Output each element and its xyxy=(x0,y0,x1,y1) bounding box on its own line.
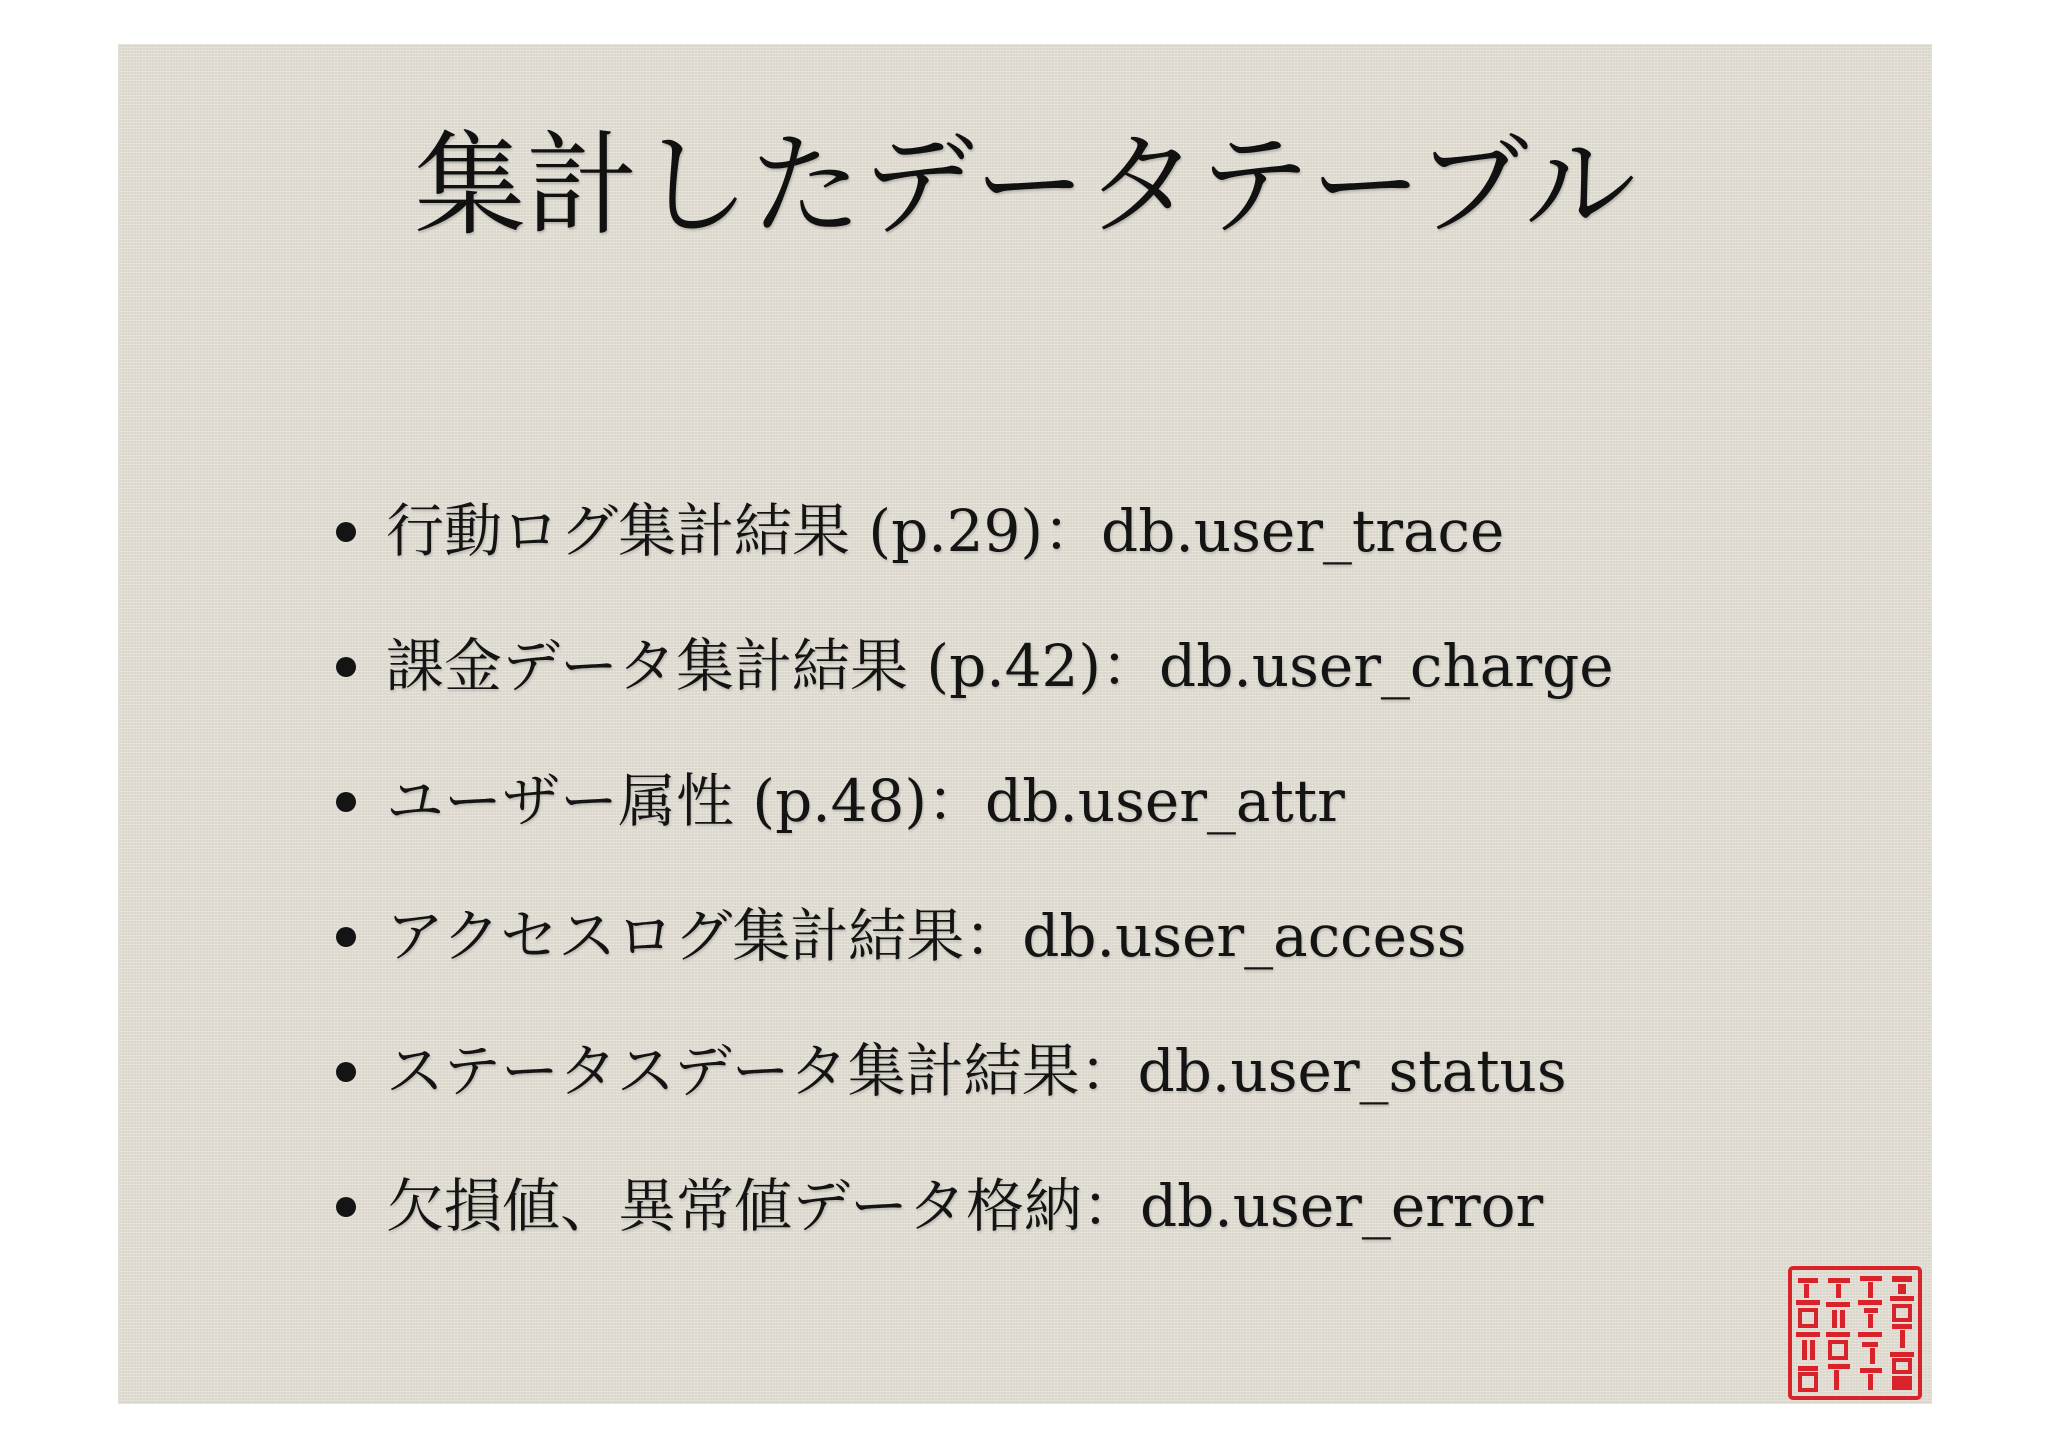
bullet-item-trace xyxy=(332,464,1614,599)
bullet-dot-icon xyxy=(336,792,356,812)
slide-title: 集計したデータテーブル xyxy=(414,121,1636,251)
bullet-text: 課金データ集計結果 (p.42)：db.user_charge xyxy=(386,632,1614,700)
bullet-text: アクセスログ集計結果：db.user_access xyxy=(386,902,1467,970)
bullet-dot-icon xyxy=(336,1062,356,1082)
bullet-dot-icon xyxy=(336,1197,356,1217)
bullet-item-error xyxy=(332,1139,1614,1274)
bullet-text: 行動ログ集計結果 (p.29)：db.user_trace xyxy=(386,497,1505,565)
bullet-dot-icon xyxy=(336,927,356,947)
bullet-text: ステータスデータ集計結果：db.user_status xyxy=(386,1037,1567,1105)
bullet-dot-icon xyxy=(336,657,356,677)
bullet-item-charge xyxy=(332,599,1614,734)
company-seal-icon xyxy=(1788,1266,1922,1400)
bullet-text: 欠損値、異常値データ格納：db.user_error xyxy=(386,1172,1544,1240)
bullet-text: ユーザー属性 (p.48)：db.user_attr xyxy=(386,767,1345,835)
bullet-dot-icon xyxy=(336,522,356,542)
bullet-item-attr xyxy=(332,734,1614,869)
slide xyxy=(118,44,1932,1404)
bullet-item-access xyxy=(332,869,1614,1004)
bullet-item-status xyxy=(332,1004,1614,1139)
bullet-list xyxy=(332,464,1614,1274)
